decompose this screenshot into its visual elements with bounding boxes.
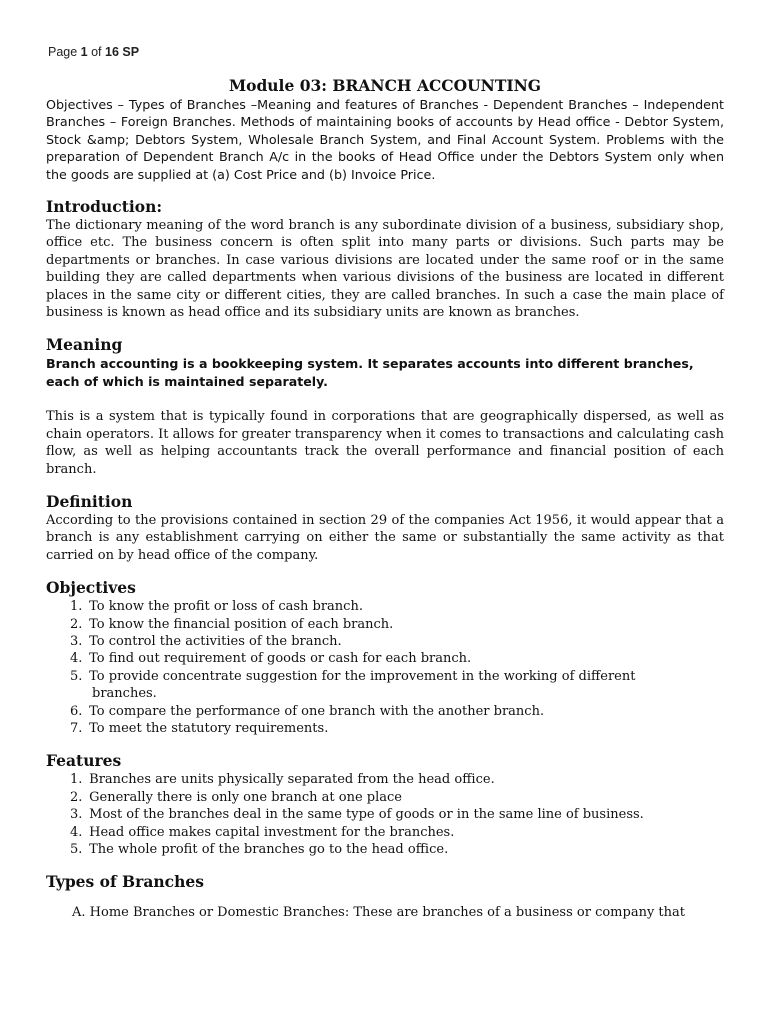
objectives-intro-paragraph: Objectives – Types of Branches –Meaning and features of Branches - Dependent Branches – Independent Branches – Foreign Branches. Methods of maintaining books of accounts by Head office - Debtor System, Stock &amp; Debtors System, Wholesale Branch System, and Final Account System. Problems with the preparation of Dependent Branch A/c in the books of Head Office under the Debtors System only when the goods are supplied at (a) Cost Price and (b) Invoice Price. — [46, 97, 724, 182]
spacer — [46, 390, 724, 408]
list-item — [70, 650, 724, 667]
list-item — [70, 720, 724, 737]
meaning-heading: Meaning — [46, 335, 123, 355]
list-number: 1. — [70, 772, 83, 788]
page-number-prefix: Page — [48, 45, 81, 59]
list-item — [70, 616, 724, 633]
objectives-heading: Objectives — [46, 578, 136, 598]
list-text: To control the activities of the branch. — [89, 633, 342, 649]
list-text: To know the profit or loss of cash branch. — [89, 599, 363, 615]
list-number: 3. — [70, 807, 83, 823]
types-item-a: A. Home Branches or Domestic Branches: These are branches of a business or company that — [72, 905, 685, 921]
meaning-paragraph: This is a system that is typically found in corporations that are geographically dispersed, as well as chain operators. It allows for greater transparency when it comes to transactions and calculating cash flow, as well as helping accountants track the overall performance and financial position of each branch. — [46, 409, 724, 477]
introduction-paragraph: The dictionary meaning of the word branch is any subordinate division of a business, subsidiary shop, office etc. The business concern is often split into many parts or divisions. Such parts may be departments or branches. In case various divisions are located under the same roof or in the same building they are called departments when various divisions of the business are located in different places in the same city or different cities, they are called branches. In such a case the main place of business is known as head office and its subsidiary units are known as branches. — [46, 218, 724, 321]
page-number-current: 1 — [80, 45, 88, 59]
list-text-continuation: branches. — [92, 686, 157, 702]
list-number: 2. — [70, 789, 83, 805]
list-text: The whole profit of the branches go to the head office. — [89, 842, 449, 857]
list-number: 2. — [70, 616, 83, 632]
features-list — [46, 771, 724, 858]
list-item — [70, 824, 724, 841]
definition-heading: Definition — [46, 491, 133, 511]
list-text: Head office makes capital investment for the branches. — [89, 824, 455, 840]
list-item — [70, 789, 724, 806]
document-content — [46, 76, 724, 935]
list-number: 4. — [70, 824, 83, 840]
list-item — [70, 806, 724, 823]
objectives-list — [46, 598, 724, 737]
list-number: 6. — [70, 703, 83, 719]
list-item — [70, 633, 724, 650]
list-text: To provide concentrate suggestion for the improvement in the working of different — [89, 668, 636, 684]
meaning-bold-paragraph: Branch accounting is a bookkeeping system. It separates accounts into different branches, each of which is maintained separately. — [46, 356, 694, 389]
list-number: 5. — [70, 842, 83, 857]
module-title: Module 03: BRANCH ACCOUNTING — [228, 76, 542, 95]
list-text: To know the financial position of each branch. — [89, 616, 394, 632]
list-text: Generally there is only one branch at one place — [89, 789, 402, 805]
list-text: To compare the performance of one branch with the another branch. — [89, 703, 545, 719]
page-number — [48, 45, 139, 59]
list-number: 4. — [70, 651, 83, 667]
page-number-mid: of — [87, 45, 105, 59]
page-number-total: 16 SP — [105, 45, 140, 59]
definition-paragraph: According to the provisions contained in section 29 of the companies Act 1956, it would appear that a branch is any establishment carrying on either the same or substantially the same activity as that carried on by head office of the company. — [46, 512, 724, 563]
types-heading: Types of Branches — [46, 872, 204, 892]
list-item — [70, 703, 724, 720]
list-item — [70, 668, 724, 703]
features-heading: Features — [46, 751, 122, 771]
list-number: 5. — [70, 668, 83, 684]
list-text: Branches are units physically separated from the head office. — [89, 772, 495, 788]
list-text: To meet the statutory requirements. — [89, 720, 329, 736]
list-number: 1. — [70, 599, 83, 615]
list-item — [70, 771, 724, 788]
list-number: 3. — [70, 633, 83, 649]
list-item — [70, 841, 724, 858]
list-item — [70, 598, 724, 615]
list-number: 7. — [70, 720, 83, 736]
list-text: To find out requirement of goods or cash for each branch. — [89, 651, 472, 667]
list-text: Most of the branches deal in the same type of goods or in the same line of business. — [89, 807, 644, 823]
introduction-heading: Introduction: — [46, 197, 163, 217]
